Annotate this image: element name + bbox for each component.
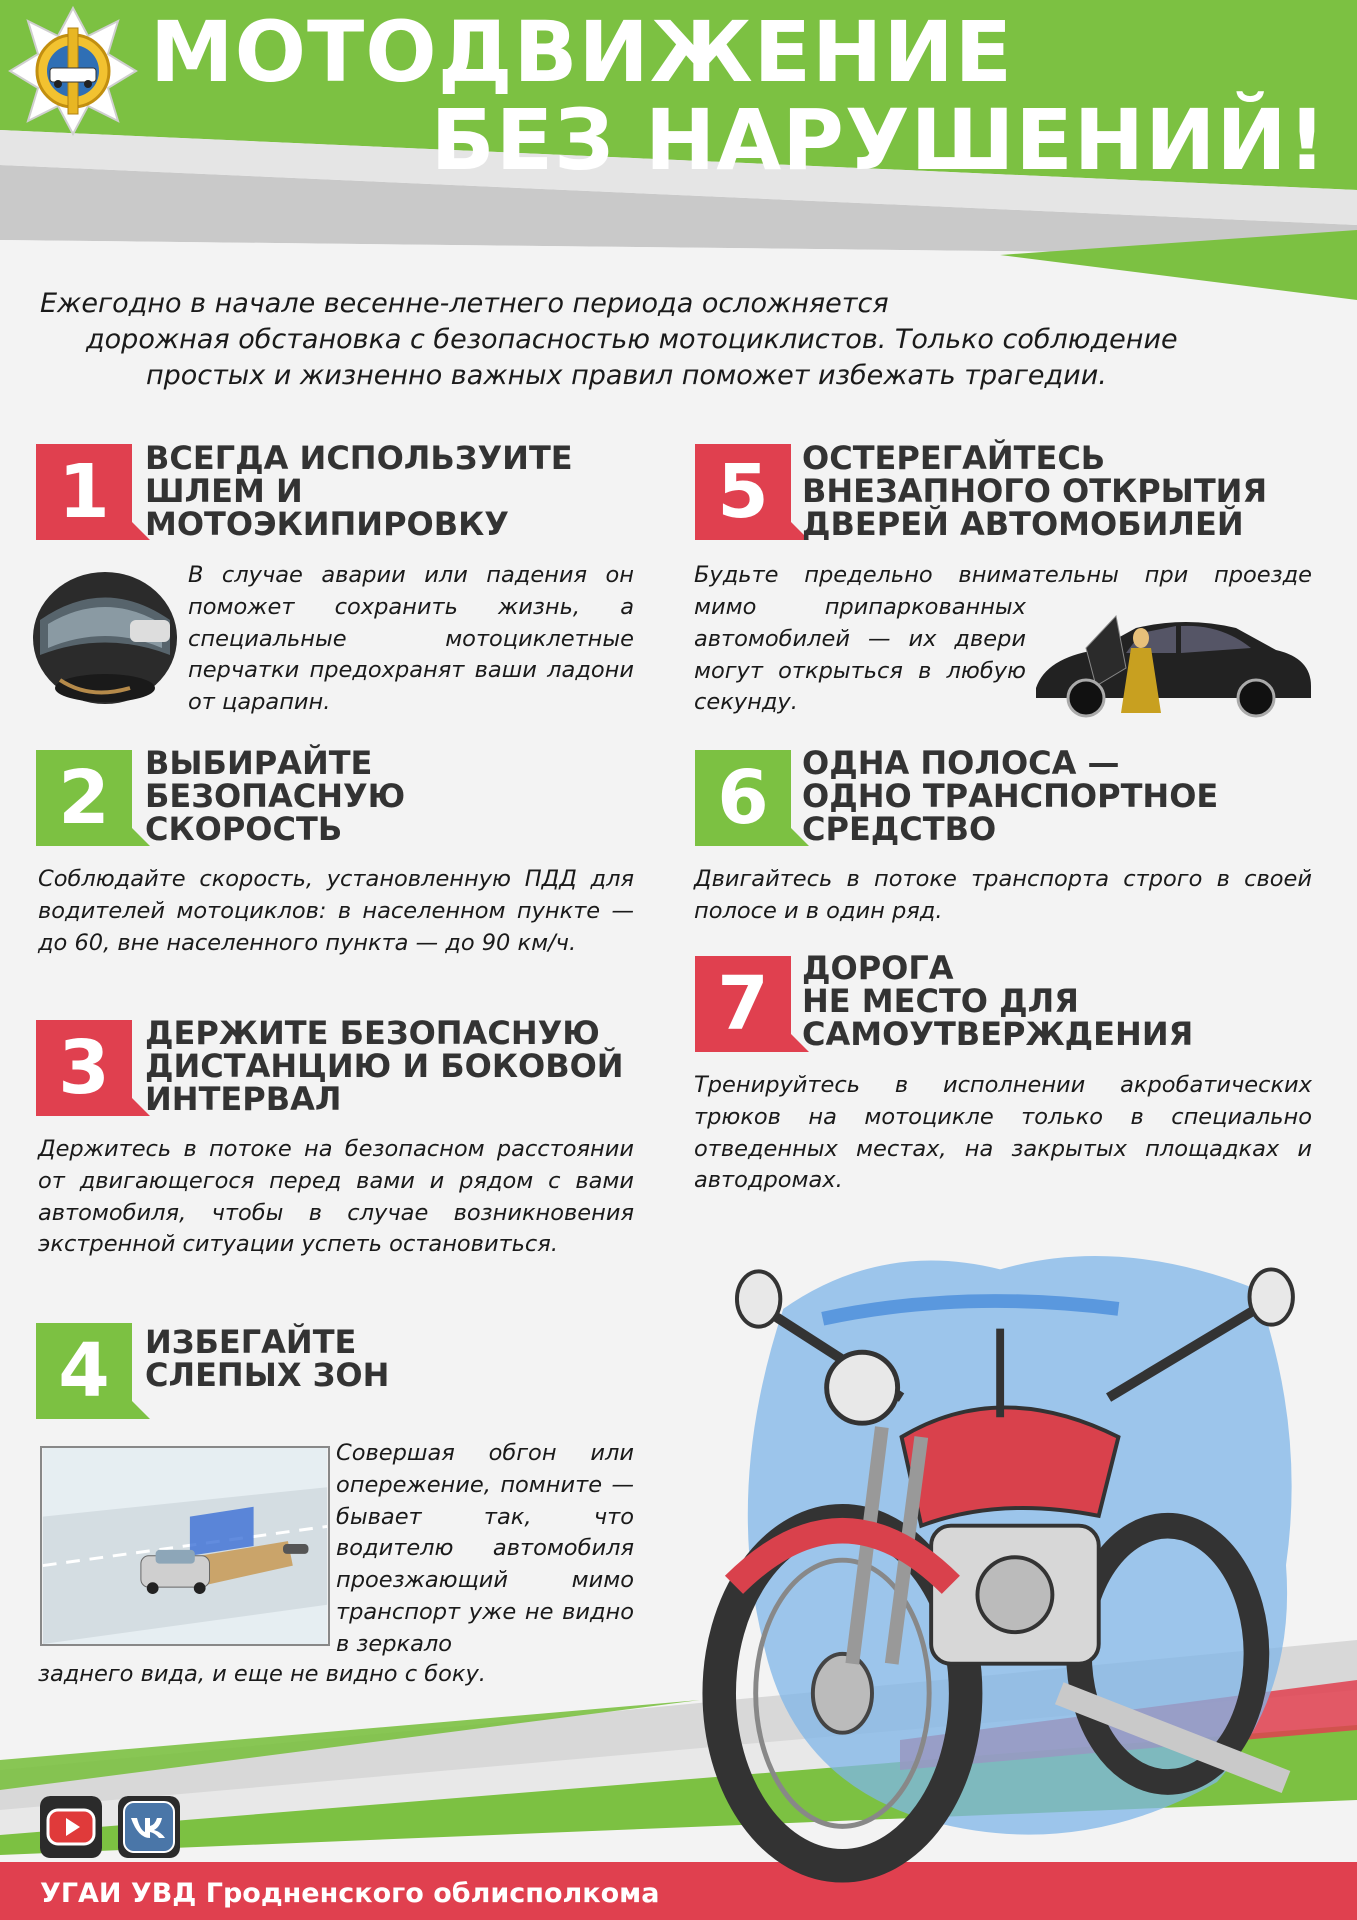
rule-heading-line: ОСТЕРЕГАЙТЕСЬ [802, 439, 1106, 477]
rule-number-badge: 2 [36, 750, 132, 846]
rule-text: Соблюдайте скорость, установленную ПДД для водителей мотоциклов: в населенном пункте — до 60, вне населенного пункта — до 90 км/ч. [38, 866, 634, 956]
rule-heading [145, 744, 406, 848]
rule-text: В случае аварии или падения он поможет сохранить жизнь, а специальные мотоциклетные перчатки предохранят ваши ладони от царапин. [188, 562, 634, 716]
rule-heading-line: ШЛЕМ И [145, 472, 303, 510]
rule-text: Совершая обгон или опережение, помните — бывает так, что водителю автомобиля проезжающий мимо транспорт уже не видно в зеркало [336, 1440, 634, 1657]
rule-heading-line: ВСЕГДА ИСПОЛЬЗУИТЕ [145, 439, 573, 477]
rule-text: Держитесь в потоке на безопасном расстоянии от двигающегося перед вами и рядом с вами автомобиля, чтобы в случае возникновения экстренной ситуации успеть остановиться. [38, 1136, 634, 1258]
rule-heading-line: МОТОЭКИПИРОВКУ [145, 505, 509, 543]
rule-heading-line: ДИСТАНЦИЮ И БОКОВОЙ [145, 1047, 624, 1085]
rule-text: мимо припаркованных автомобилей — их двери могут открыться в любую секунду. [694, 594, 1026, 716]
rule-heading-line: ИНТЕРВАЛ [145, 1080, 342, 1118]
rule-heading [802, 744, 1219, 848]
rule-text-lead: Будьте предельно внимательны при проезде [694, 562, 1312, 588]
vk-icon[interactable] [118, 1796, 180, 1858]
intro-line: простых и жизненно важных правил поможет избежать трагедии. [146, 360, 1107, 391]
footer-organization: УГАИ УВД Гродненского облисполкома [40, 1878, 660, 1909]
blind-spot-diagram-image [40, 1446, 330, 1646]
rule-number-badge: 6 [695, 750, 791, 846]
rule-heading [145, 1014, 624, 1118]
intro-paragraph [30, 286, 1330, 394]
rule-heading-line: ВНЕЗАПНОГО ОТКРЫТИЯ [802, 472, 1268, 510]
rule-heading-line: НЕ МЕСТО ДЛЯ [802, 982, 1079, 1020]
rule-heading-line: ДОРОГА [802, 949, 954, 987]
rule-heading-line: БЕЗОПАСНУЮ [145, 777, 406, 815]
rule-heading-line: СЛЕПЫХ ЗОН [145, 1356, 390, 1394]
motorcycle-illustration [700, 1230, 1320, 1920]
intro-line: дорожная обстановка с безопасностью мотоциклистов. Только соблюдение [86, 324, 1178, 355]
rule-text-tail: заднего вида, и еще не видно с боку. [38, 1661, 486, 1687]
rule-heading-line: ОДНА ПОЛОСА — [802, 744, 1120, 782]
rule-heading [145, 1323, 390, 1394]
rule-text: Тренируйтесь в исполнении акробатических трюков на мотоцикле только в специально отведенных местах, на закрытых площадках и автодромах. [694, 1072, 1312, 1194]
rule-heading-line: ДВЕРЕЙ АВТОМОБИЛЕЙ [802, 505, 1244, 543]
car-open-door-image [1026, 598, 1316, 718]
rule-heading [145, 439, 573, 543]
rule-number-badge: 1 [36, 444, 132, 540]
rule-heading-line: СРЕДСТВО [802, 810, 997, 848]
rule-number-badge: 4 [36, 1323, 132, 1419]
page-title-line1: МОТОДВИЖЕНИЕ [150, 3, 1014, 101]
rule-heading-line: ДЕРЖИТЕ БЕЗОПАСНУЮ [145, 1014, 600, 1052]
rule-number-badge: 7 [695, 956, 791, 1052]
rule-heading-line: ОДНО ТРАНСПОРТНОЕ [802, 777, 1219, 815]
intro-line: Ежегодно в начале весенне-летнего периода осложняется [40, 288, 889, 319]
rule-text: Двигайтесь в потоке транспорта строго в своей полосе и в один ряд. [694, 866, 1312, 924]
rule-heading [802, 949, 1194, 1053]
traffic-police-emblem [8, 6, 138, 136]
youtube-icon[interactable] [40, 1796, 102, 1858]
helmet-image [20, 560, 190, 710]
rule-heading-line: САМОУТВЕРЖДЕНИЯ [802, 1015, 1194, 1053]
rule-heading-line: СКОРОСТЬ [145, 810, 343, 848]
rule-heading [802, 439, 1268, 543]
rule-heading-line: ИЗБЕГАЙТЕ [145, 1323, 357, 1361]
rule-heading-line: ВЫБИРАЙТЕ [145, 744, 373, 782]
rule-number-badge: 5 [695, 444, 791, 540]
page-title-line2: БЕЗ НАРУШЕНИЙ! [430, 91, 1327, 189]
rule-number-badge: 3 [36, 1020, 132, 1116]
